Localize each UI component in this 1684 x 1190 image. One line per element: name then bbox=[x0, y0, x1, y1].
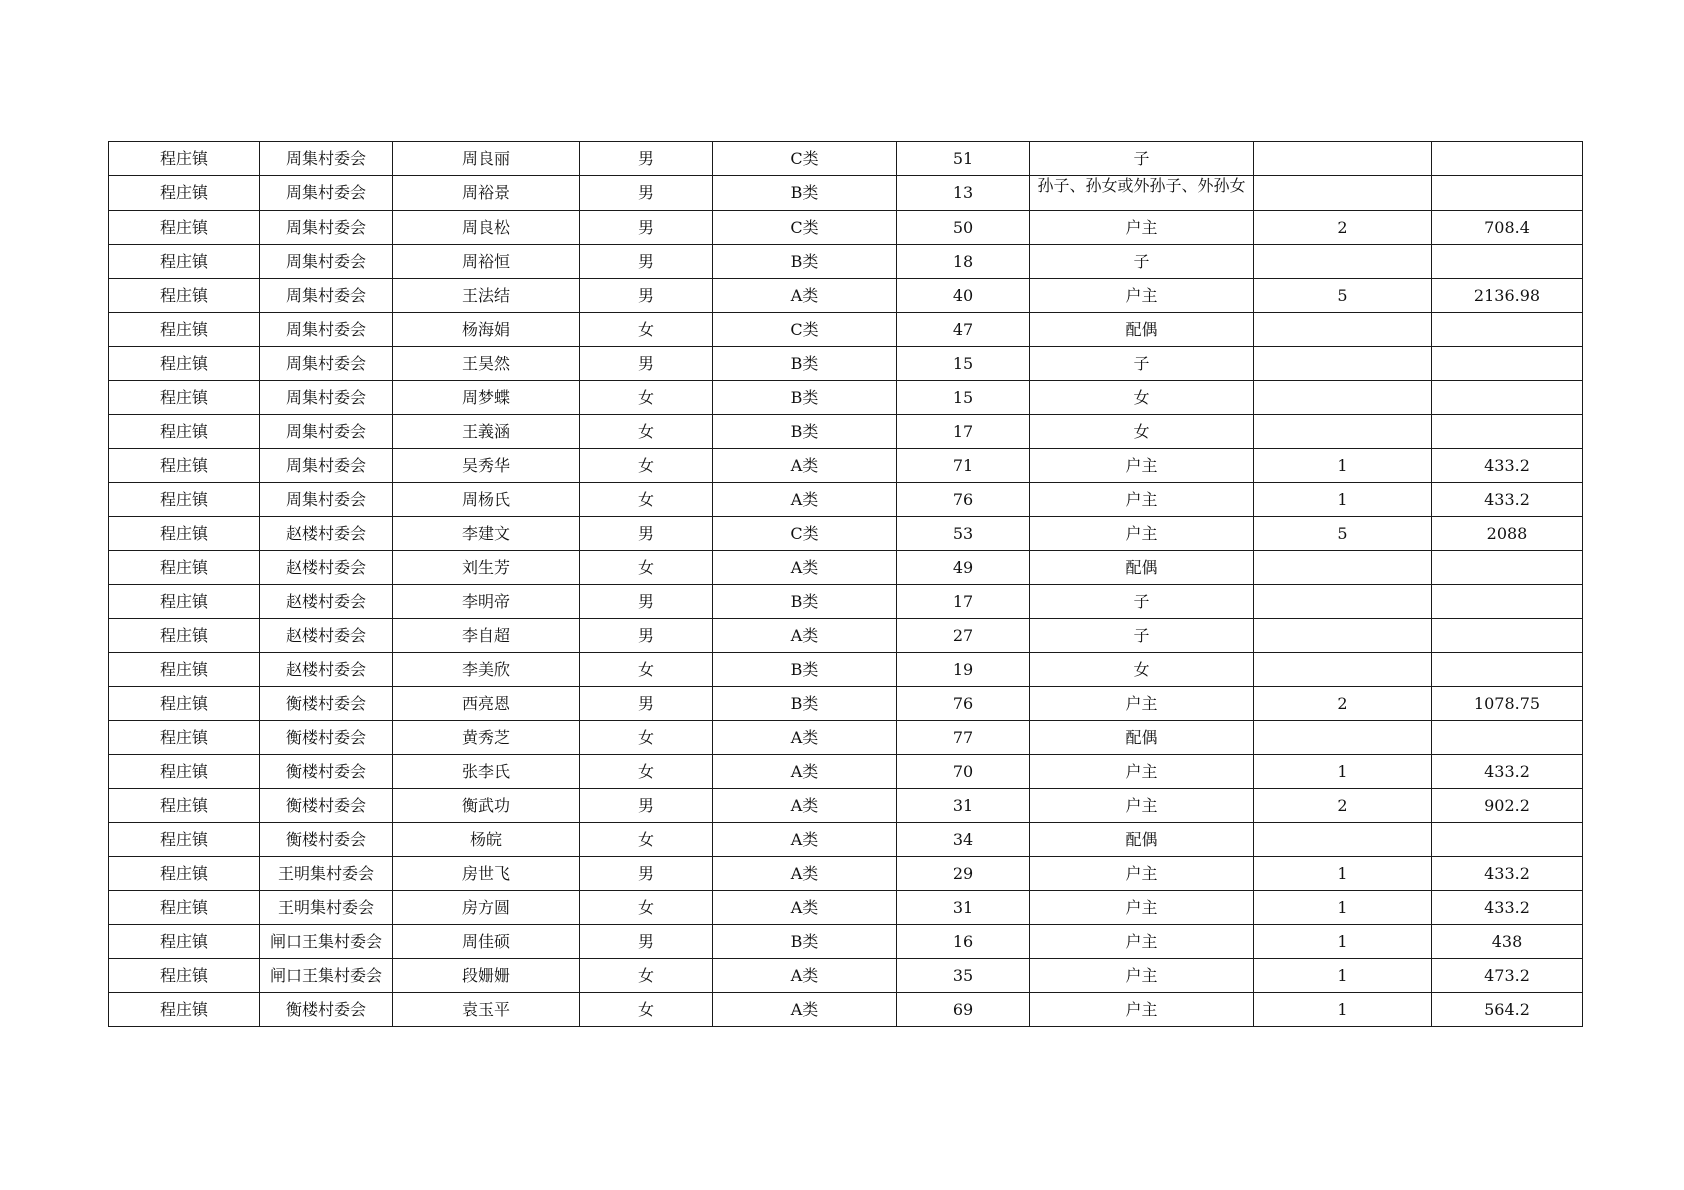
relation-cell: 女 bbox=[1030, 415, 1254, 449]
table-row bbox=[109, 823, 1583, 857]
category-cell: B类 bbox=[713, 347, 897, 381]
village-cell: 衡楼村委会 bbox=[260, 721, 393, 755]
amount-cell: 1078.75 bbox=[1432, 687, 1583, 721]
table-row bbox=[109, 517, 1583, 551]
table-row bbox=[109, 449, 1583, 483]
village-cell: 周集村委会 bbox=[260, 279, 393, 313]
village-cell: 周集村委会 bbox=[260, 449, 393, 483]
age-cell: 13 bbox=[897, 176, 1030, 211]
table-row bbox=[109, 653, 1583, 687]
amount-cell bbox=[1432, 381, 1583, 415]
gender-cell: 男 bbox=[580, 142, 713, 176]
relation-cell: 女 bbox=[1030, 653, 1254, 687]
name-cell: 吴秀华 bbox=[393, 449, 580, 483]
age-cell: 17 bbox=[897, 415, 1030, 449]
table-row bbox=[109, 347, 1583, 381]
amount-cell bbox=[1432, 551, 1583, 585]
household-size-cell: 1 bbox=[1254, 959, 1432, 993]
table-body bbox=[109, 142, 1583, 1027]
name-cell: 杨海娟 bbox=[393, 313, 580, 347]
relation-cell: 配偶 bbox=[1030, 721, 1254, 755]
town-cell: 程庄镇 bbox=[109, 891, 260, 925]
name-cell: 刘生芳 bbox=[393, 551, 580, 585]
category-cell: B类 bbox=[713, 415, 897, 449]
age-cell: 19 bbox=[897, 653, 1030, 687]
village-cell: 衡楼村委会 bbox=[260, 823, 393, 857]
gender-cell: 男 bbox=[580, 585, 713, 619]
gender-cell: 男 bbox=[580, 347, 713, 381]
household-size-cell: 5 bbox=[1254, 517, 1432, 551]
household-size-cell bbox=[1254, 347, 1432, 381]
village-cell: 周集村委会 bbox=[260, 347, 393, 381]
household-size-cell: 1 bbox=[1254, 483, 1432, 517]
relation-cell: 户主 bbox=[1030, 857, 1254, 891]
household-size-cell bbox=[1254, 313, 1432, 347]
amount-cell bbox=[1432, 721, 1583, 755]
household-size-cell: 1 bbox=[1254, 925, 1432, 959]
gender-cell: 男 bbox=[580, 245, 713, 279]
category-cell: B类 bbox=[713, 245, 897, 279]
category-cell: A类 bbox=[713, 619, 897, 653]
table-row bbox=[109, 279, 1583, 313]
village-cell: 闸口王集村委会 bbox=[260, 925, 393, 959]
town-cell: 程庄镇 bbox=[109, 347, 260, 381]
name-cell: 黄秀芝 bbox=[393, 721, 580, 755]
amount-cell bbox=[1432, 653, 1583, 687]
gender-cell: 女 bbox=[580, 823, 713, 857]
town-cell: 程庄镇 bbox=[109, 415, 260, 449]
name-cell: 周佳硕 bbox=[393, 925, 580, 959]
village-cell: 周集村委会 bbox=[260, 483, 393, 517]
table-row bbox=[109, 619, 1583, 653]
age-cell: 70 bbox=[897, 755, 1030, 789]
name-cell: 周梦蝶 bbox=[393, 381, 580, 415]
name-cell: 衡武功 bbox=[393, 789, 580, 823]
relation-cell: 户主 bbox=[1030, 483, 1254, 517]
amount-cell bbox=[1432, 347, 1583, 381]
name-cell: 周良丽 bbox=[393, 142, 580, 176]
town-cell: 程庄镇 bbox=[109, 925, 260, 959]
category-cell: A类 bbox=[713, 279, 897, 313]
amount-cell: 902.2 bbox=[1432, 789, 1583, 823]
name-cell: 周裕景 bbox=[393, 176, 580, 211]
table-row bbox=[109, 313, 1583, 347]
relation-cell: 户主 bbox=[1030, 925, 1254, 959]
name-cell: 王昊然 bbox=[393, 347, 580, 381]
town-cell: 程庄镇 bbox=[109, 279, 260, 313]
town-cell: 程庄镇 bbox=[109, 653, 260, 687]
age-cell: 34 bbox=[897, 823, 1030, 857]
name-cell: 张李氏 bbox=[393, 755, 580, 789]
village-cell: 周集村委会 bbox=[260, 211, 393, 245]
relation-cell: 配偶 bbox=[1030, 313, 1254, 347]
village-cell: 赵楼村委会 bbox=[260, 619, 393, 653]
age-cell: 31 bbox=[897, 891, 1030, 925]
table-row bbox=[109, 142, 1583, 176]
table-row bbox=[109, 211, 1583, 245]
village-cell: 周集村委会 bbox=[260, 381, 393, 415]
relation-cell: 子 bbox=[1030, 245, 1254, 279]
amount-cell bbox=[1432, 585, 1583, 619]
gender-cell: 女 bbox=[580, 415, 713, 449]
table-row bbox=[109, 959, 1583, 993]
table-row bbox=[109, 755, 1583, 789]
town-cell: 程庄镇 bbox=[109, 585, 260, 619]
table-row bbox=[109, 415, 1583, 449]
category-cell: A类 bbox=[713, 891, 897, 925]
amount-cell: 433.2 bbox=[1432, 449, 1583, 483]
gender-cell: 男 bbox=[580, 279, 713, 313]
name-cell: 周良松 bbox=[393, 211, 580, 245]
age-cell: 29 bbox=[897, 857, 1030, 891]
age-cell: 31 bbox=[897, 789, 1030, 823]
amount-cell: 433.2 bbox=[1432, 857, 1583, 891]
household-size-cell bbox=[1254, 585, 1432, 619]
category-cell: A类 bbox=[713, 483, 897, 517]
village-cell: 王明集村委会 bbox=[260, 891, 393, 925]
amount-cell bbox=[1432, 142, 1583, 176]
amount-cell: 433.2 bbox=[1432, 891, 1583, 925]
age-cell: 47 bbox=[897, 313, 1030, 347]
village-cell: 衡楼村委会 bbox=[260, 755, 393, 789]
village-cell: 赵楼村委会 bbox=[260, 653, 393, 687]
household-size-cell: 2 bbox=[1254, 789, 1432, 823]
village-cell: 周集村委会 bbox=[260, 313, 393, 347]
town-cell: 程庄镇 bbox=[109, 823, 260, 857]
household-size-cell bbox=[1254, 415, 1432, 449]
category-cell: C类 bbox=[713, 313, 897, 347]
household-size-cell: 5 bbox=[1254, 279, 1432, 313]
name-cell: 西亮恩 bbox=[393, 687, 580, 721]
age-cell: 18 bbox=[897, 245, 1030, 279]
gender-cell: 男 bbox=[580, 517, 713, 551]
name-cell: 杨皖 bbox=[393, 823, 580, 857]
table-row bbox=[109, 551, 1583, 585]
age-cell: 69 bbox=[897, 993, 1030, 1027]
relation-cell: 子 bbox=[1030, 142, 1254, 176]
name-cell: 袁玉平 bbox=[393, 993, 580, 1027]
table-row bbox=[109, 687, 1583, 721]
category-cell: A类 bbox=[713, 449, 897, 483]
village-cell: 衡楼村委会 bbox=[260, 993, 393, 1027]
relation-cell: 配偶 bbox=[1030, 551, 1254, 585]
relation-cell: 户主 bbox=[1030, 449, 1254, 483]
gender-cell: 男 bbox=[580, 925, 713, 959]
category-cell: C类 bbox=[713, 517, 897, 551]
village-cell: 周集村委会 bbox=[260, 142, 393, 176]
town-cell: 程庄镇 bbox=[109, 211, 260, 245]
amount-cell bbox=[1432, 823, 1583, 857]
name-cell: 李建文 bbox=[393, 517, 580, 551]
category-cell: B类 bbox=[713, 585, 897, 619]
town-cell: 程庄镇 bbox=[109, 619, 260, 653]
household-size-cell bbox=[1254, 721, 1432, 755]
relation-cell: 户主 bbox=[1030, 279, 1254, 313]
name-cell: 房世飞 bbox=[393, 857, 580, 891]
category-cell: C类 bbox=[713, 211, 897, 245]
town-cell: 程庄镇 bbox=[109, 551, 260, 585]
gender-cell: 女 bbox=[580, 551, 713, 585]
table-row bbox=[109, 381, 1583, 415]
category-cell: B类 bbox=[713, 687, 897, 721]
gender-cell: 女 bbox=[580, 993, 713, 1027]
gender-cell: 女 bbox=[580, 721, 713, 755]
amount-cell: 438 bbox=[1432, 925, 1583, 959]
age-cell: 15 bbox=[897, 381, 1030, 415]
village-cell: 衡楼村委会 bbox=[260, 687, 393, 721]
village-cell: 赵楼村委会 bbox=[260, 585, 393, 619]
name-cell: 周杨氏 bbox=[393, 483, 580, 517]
village-cell: 周集村委会 bbox=[260, 245, 393, 279]
age-cell: 35 bbox=[897, 959, 1030, 993]
household-size-cell: 1 bbox=[1254, 891, 1432, 925]
relation-cell: 子 bbox=[1030, 347, 1254, 381]
amount-cell: 433.2 bbox=[1432, 483, 1583, 517]
name-cell: 段姗姗 bbox=[393, 959, 580, 993]
age-cell: 17 bbox=[897, 585, 1030, 619]
gender-cell: 女 bbox=[580, 483, 713, 517]
amount-cell: 708.4 bbox=[1432, 211, 1583, 245]
town-cell: 程庄镇 bbox=[109, 142, 260, 176]
household-size-cell bbox=[1254, 142, 1432, 176]
relation-cell: 配偶 bbox=[1030, 823, 1254, 857]
amount-cell bbox=[1432, 415, 1583, 449]
town-cell: 程庄镇 bbox=[109, 993, 260, 1027]
household-size-cell: 1 bbox=[1254, 755, 1432, 789]
age-cell: 50 bbox=[897, 211, 1030, 245]
name-cell: 王義涵 bbox=[393, 415, 580, 449]
relation-cell: 子 bbox=[1030, 585, 1254, 619]
town-cell: 程庄镇 bbox=[109, 176, 260, 211]
age-cell: 76 bbox=[897, 687, 1030, 721]
relation-cell: 女 bbox=[1030, 381, 1254, 415]
age-cell: 16 bbox=[897, 925, 1030, 959]
household-size-cell: 1 bbox=[1254, 857, 1432, 891]
gender-cell: 女 bbox=[580, 959, 713, 993]
household-size-cell: 1 bbox=[1254, 993, 1432, 1027]
village-cell: 赵楼村委会 bbox=[260, 517, 393, 551]
village-cell: 闸口王集村委会 bbox=[260, 959, 393, 993]
gender-cell: 女 bbox=[580, 755, 713, 789]
household-size-cell: 2 bbox=[1254, 211, 1432, 245]
town-cell: 程庄镇 bbox=[109, 857, 260, 891]
category-cell: A类 bbox=[713, 857, 897, 891]
age-cell: 40 bbox=[897, 279, 1030, 313]
age-cell: 76 bbox=[897, 483, 1030, 517]
relation-cell: 户主 bbox=[1030, 211, 1254, 245]
table-row bbox=[109, 857, 1583, 891]
town-cell: 程庄镇 bbox=[109, 517, 260, 551]
amount-cell: 2136.98 bbox=[1432, 279, 1583, 313]
relation-cell: 户主 bbox=[1030, 789, 1254, 823]
gender-cell: 女 bbox=[580, 891, 713, 925]
village-cell: 周集村委会 bbox=[260, 415, 393, 449]
gender-cell: 女 bbox=[580, 313, 713, 347]
household-size-cell bbox=[1254, 619, 1432, 653]
amount-cell: 564.2 bbox=[1432, 993, 1583, 1027]
amount-cell bbox=[1432, 176, 1583, 211]
table-row bbox=[109, 245, 1583, 279]
table-row bbox=[109, 891, 1583, 925]
category-cell: A类 bbox=[713, 551, 897, 585]
amount-cell: 473.2 bbox=[1432, 959, 1583, 993]
category-cell: A类 bbox=[713, 823, 897, 857]
town-cell: 程庄镇 bbox=[109, 245, 260, 279]
town-cell: 程庄镇 bbox=[109, 687, 260, 721]
category-cell: B类 bbox=[713, 925, 897, 959]
amount-cell bbox=[1432, 619, 1583, 653]
table-row bbox=[109, 176, 1583, 211]
table-row bbox=[109, 585, 1583, 619]
town-cell: 程庄镇 bbox=[109, 959, 260, 993]
name-cell: 房方圆 bbox=[393, 891, 580, 925]
age-cell: 15 bbox=[897, 347, 1030, 381]
amount-cell bbox=[1432, 245, 1583, 279]
household-size-cell bbox=[1254, 176, 1432, 211]
age-cell: 77 bbox=[897, 721, 1030, 755]
village-cell: 衡楼村委会 bbox=[260, 789, 393, 823]
gender-cell: 男 bbox=[580, 789, 713, 823]
category-cell: B类 bbox=[713, 653, 897, 687]
amount-cell: 2088 bbox=[1432, 517, 1583, 551]
amount-cell: 433.2 bbox=[1432, 755, 1583, 789]
relation-cell: 户主 bbox=[1030, 891, 1254, 925]
name-cell: 王法结 bbox=[393, 279, 580, 313]
household-size-cell: 1 bbox=[1254, 449, 1432, 483]
relation-cell: 户主 bbox=[1030, 517, 1254, 551]
age-cell: 49 bbox=[897, 551, 1030, 585]
category-cell: A类 bbox=[713, 721, 897, 755]
household-size-cell: 2 bbox=[1254, 687, 1432, 721]
town-cell: 程庄镇 bbox=[109, 721, 260, 755]
gender-cell: 女 bbox=[580, 653, 713, 687]
town-cell: 程庄镇 bbox=[109, 483, 260, 517]
category-cell: A类 bbox=[713, 755, 897, 789]
gender-cell: 男 bbox=[580, 857, 713, 891]
village-cell: 周集村委会 bbox=[260, 176, 393, 211]
table-row bbox=[109, 483, 1583, 517]
relation-cell: 户主 bbox=[1030, 687, 1254, 721]
town-cell: 程庄镇 bbox=[109, 381, 260, 415]
household-size-cell bbox=[1254, 653, 1432, 687]
relation-cell: 子 bbox=[1030, 619, 1254, 653]
town-cell: 程庄镇 bbox=[109, 755, 260, 789]
name-cell: 李美欣 bbox=[393, 653, 580, 687]
category-cell: A类 bbox=[713, 993, 897, 1027]
relation-cell: 户主 bbox=[1030, 993, 1254, 1027]
name-cell: 李自超 bbox=[393, 619, 580, 653]
relation-cell: 孙子、孙女或外孙子、外孙女 bbox=[1030, 176, 1254, 211]
age-cell: 53 bbox=[897, 517, 1030, 551]
household-size-cell bbox=[1254, 245, 1432, 279]
gender-cell: 女 bbox=[580, 381, 713, 415]
table-row bbox=[109, 789, 1583, 823]
category-cell: A类 bbox=[713, 959, 897, 993]
category-cell: B类 bbox=[713, 381, 897, 415]
gender-cell: 男 bbox=[580, 619, 713, 653]
relation-cell: 户主 bbox=[1030, 959, 1254, 993]
town-cell: 程庄镇 bbox=[109, 313, 260, 347]
relation-cell: 户主 bbox=[1030, 755, 1254, 789]
category-cell: C类 bbox=[713, 142, 897, 176]
household-size-cell bbox=[1254, 381, 1432, 415]
age-cell: 71 bbox=[897, 449, 1030, 483]
category-cell: B类 bbox=[713, 176, 897, 211]
gender-cell: 男 bbox=[580, 176, 713, 211]
household-size-cell bbox=[1254, 551, 1432, 585]
amount-cell bbox=[1432, 313, 1583, 347]
gender-cell: 男 bbox=[580, 687, 713, 721]
table-row bbox=[109, 925, 1583, 959]
village-cell: 王明集村委会 bbox=[260, 857, 393, 891]
name-cell: 李明帝 bbox=[393, 585, 580, 619]
age-cell: 51 bbox=[897, 142, 1030, 176]
town-cell: 程庄镇 bbox=[109, 789, 260, 823]
age-cell: 27 bbox=[897, 619, 1030, 653]
town-cell: 程庄镇 bbox=[109, 449, 260, 483]
gender-cell: 女 bbox=[580, 449, 713, 483]
data-table bbox=[108, 141, 1583, 1027]
household-size-cell bbox=[1254, 823, 1432, 857]
category-cell: A类 bbox=[713, 789, 897, 823]
gender-cell: 男 bbox=[580, 211, 713, 245]
table-row bbox=[109, 993, 1583, 1027]
village-cell: 赵楼村委会 bbox=[260, 551, 393, 585]
name-cell: 周裕恒 bbox=[393, 245, 580, 279]
table-row bbox=[109, 721, 1583, 755]
